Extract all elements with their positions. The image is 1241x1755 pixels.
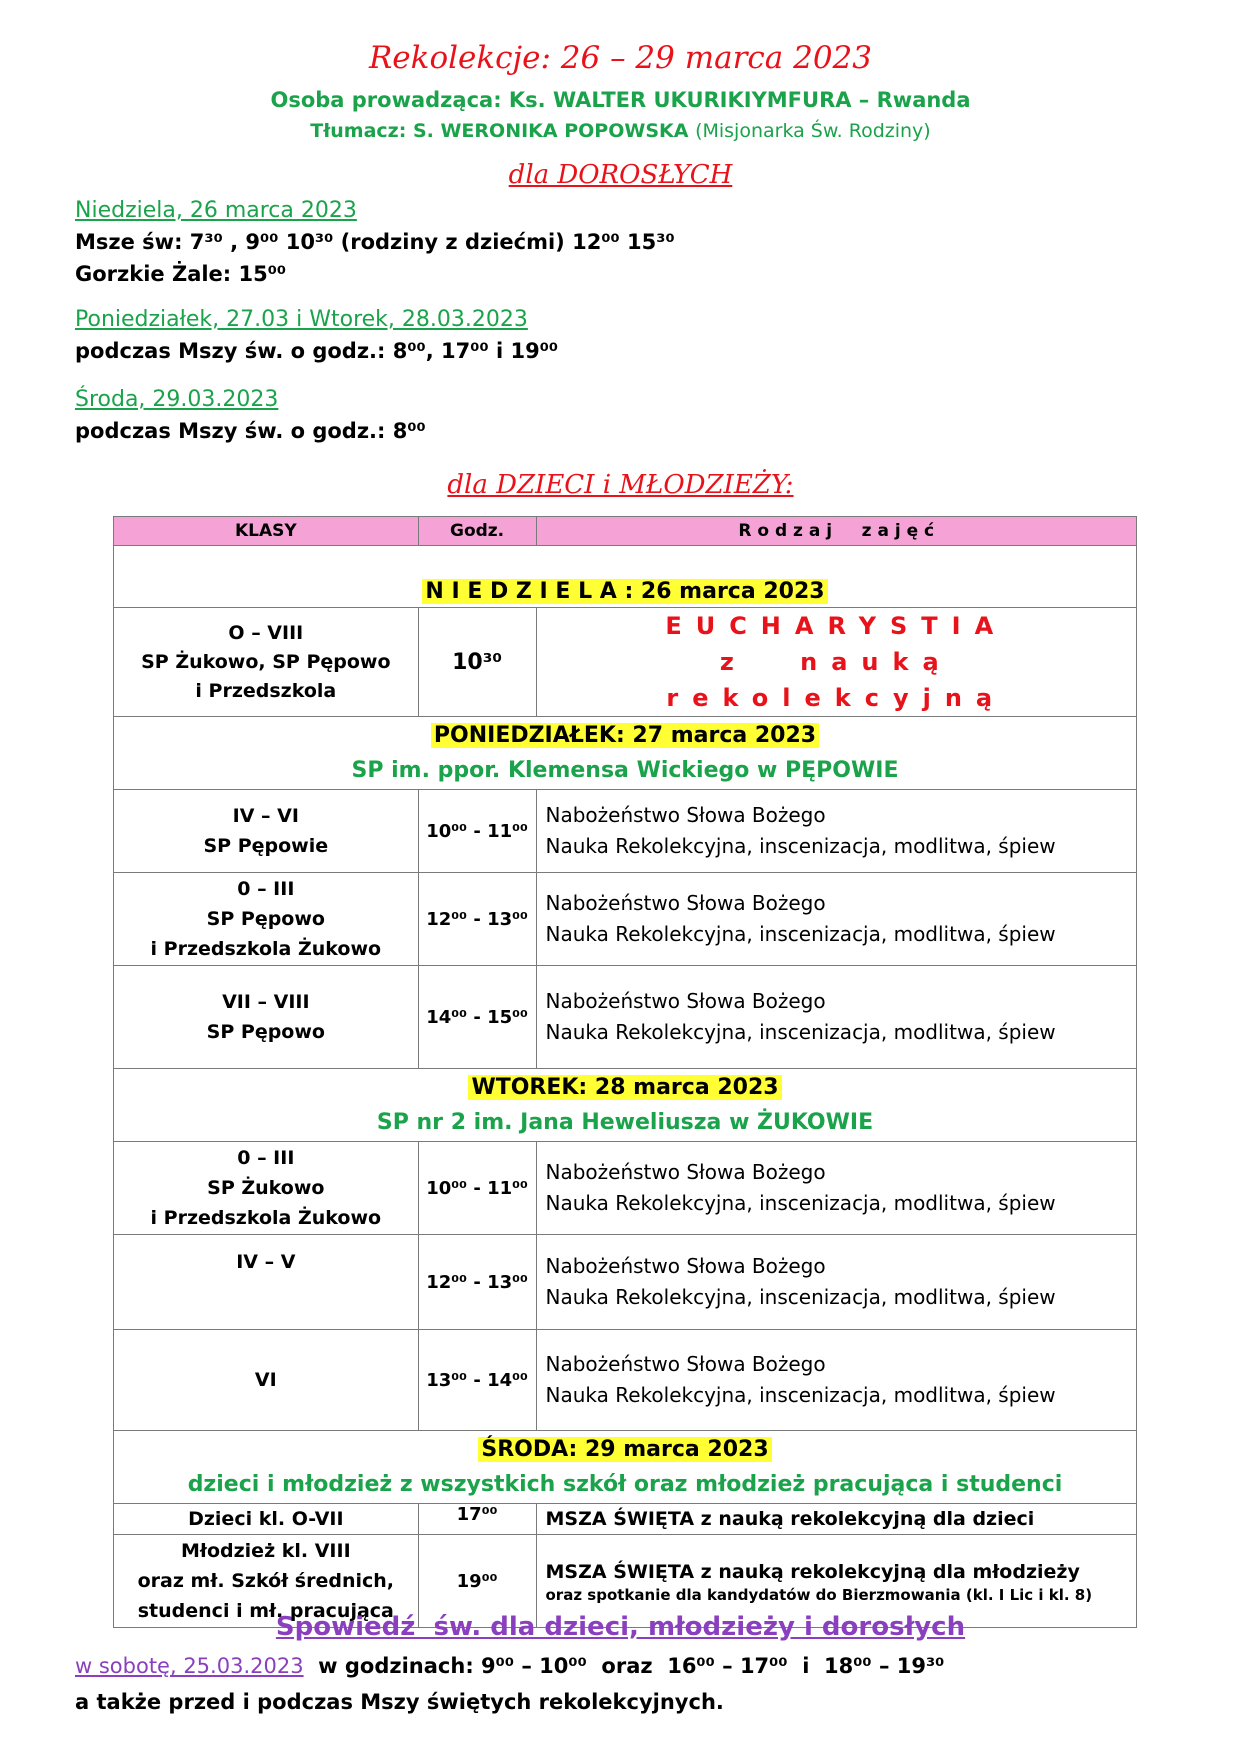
schedule-table: [113, 516, 1137, 1628]
wednesday-day-row: [114, 1431, 1137, 1504]
godz-cell: 12⁰⁰ - 13⁰⁰: [418, 873, 536, 966]
gorzkie-zale: Gorzkie Żale: 15⁰⁰: [75, 262, 287, 286]
table-header: [114, 517, 1137, 546]
wednesday-day: ŚRODA: 29 marca 2023: [478, 1437, 771, 1462]
col-rodzaj: R o d z a j z a j ę ć: [536, 517, 1137, 546]
monday-school: SP im. ppor. Klemensa Wickiego w PĘPOWIE: [351, 757, 899, 783]
confession-hours: [75, 1654, 944, 1678]
wed-row1-godz: 17⁰⁰: [418, 1504, 536, 1535]
table-row: [114, 1504, 1137, 1535]
table-row: [114, 1235, 1137, 1330]
leader-line: Osoba prowadząca: Ks. WALTER UKURIKIYMFURA – Rwanda: [270, 88, 971, 112]
sunday-klasa: [114, 608, 419, 717]
godz-cell: 10⁰⁰ - 11⁰⁰: [418, 1142, 536, 1235]
col-godz: Godz.: [418, 517, 536, 546]
activity-line: Nabożeństwo Słowa Bożego: [545, 1352, 826, 1376]
activity-line: Nauka Rekolekcyjna, inscenizacja, modlitwa, śpiew: [545, 1191, 1056, 1215]
klasa-line: SP Żukowo, SP Pępowo: [141, 650, 391, 673]
confession-also: a także przed i podczas Mszy świętych rekolekcyjnych.: [75, 1690, 724, 1714]
tuesday-day: WTOREK: 28 marca 2023: [468, 1075, 781, 1100]
klasa-line: SP Żukowo: [207, 1177, 325, 1199]
table-row: [114, 1142, 1137, 1235]
activity-cell: [536, 966, 1137, 1069]
klasa-line: SP Pępowo: [206, 908, 325, 930]
col-klasy: KLASY: [114, 517, 419, 546]
sunday-masses: Msze św: 7³⁰ , 9⁰⁰ 10³⁰ (rodziny z dziećmi) 12⁰⁰ 15³⁰: [75, 230, 675, 254]
wednesday-school: dzieci i młodzież z wszystkich szkół oraz młodzież pracująca i studenci: [187, 1471, 1063, 1497]
adults-mon-tue: [75, 305, 558, 367]
klasa-line: 0 – III: [237, 1147, 295, 1169]
klasa-line: SP Pępowo: [206, 1021, 325, 1043]
translator-name: Tłumacz: S. WERONIKA POPOWSKA: [310, 120, 689, 142]
table-row: [114, 873, 1137, 966]
activity-line: Nabożeństwo Słowa Bożego: [545, 1254, 826, 1278]
activity-line: Nauka Rekolekcyjna, inscenizacja, modlitwa, śpiew: [545, 1020, 1056, 1044]
activity-cell: [536, 1142, 1137, 1235]
klasa-line: studenci i mł. pracująca: [137, 1600, 394, 1622]
wed-text: podczas Mszy św. o godz.: 8⁰⁰: [75, 419, 426, 443]
confession-time: w godzinach: 9⁰⁰ – 10⁰⁰ oraz 16⁰⁰ – 17⁰⁰ i 18⁰⁰ – 19³⁰: [303, 1654, 945, 1678]
adults-heading: dla DOROSŁYCH: [508, 160, 733, 190]
sunday-day-row: [114, 546, 1137, 608]
klasa-line: i Przedszkola Żukowo: [150, 938, 382, 960]
klasa-line: i Przedszkola: [195, 679, 337, 702]
mon-tue-text: podczas Mszy św. o godz.: 8⁰⁰, 17⁰⁰ i 19⁰⁰: [75, 339, 559, 363]
godz-cell: 10⁰⁰ - 11⁰⁰: [418, 790, 536, 873]
monday-day-row: [114, 717, 1137, 790]
sunday-day: N I E D Z I E L A : 26 marca 2023: [422, 579, 827, 604]
klasa-line: oraz mł. Szkół średnich,: [137, 1570, 395, 1592]
klasa-line: VI: [254, 1369, 277, 1391]
table-row: [114, 966, 1137, 1069]
wed-row2-text: MSZA ŚWIĘTA z nauką rekolekcyjną dla młodzieży: [545, 1561, 1080, 1583]
activity-line: Nauka Rekolekcyjna, inscenizacja, modlitwa, śpiew: [545, 922, 1056, 946]
table-row: [114, 790, 1137, 873]
confession-heading: Spowiedź św. dla dzieci, młodzieży i dorosłych: [275, 1612, 966, 1642]
activity-cell: [536, 1235, 1137, 1330]
table-row: [114, 1330, 1137, 1431]
wed-row2-note: oraz spotkanie dla kandydatów do Bierzmowania (kl. I Lic i kl. 8): [545, 1586, 1093, 1604]
sunday-godz: 10³⁰: [418, 608, 536, 717]
children-heading: dla DZIECI i MŁODZIEŻY:: [447, 470, 794, 500]
activity-line: Nabożeństwo Słowa Bożego: [545, 1160, 826, 1184]
wed-row1-klasa: Dzieci kl. O-VII: [114, 1504, 419, 1535]
adults-sunday: [75, 196, 675, 290]
page-title: Rekolekcje: 26 – 29 marca 2023: [368, 40, 873, 76]
klasa-line: IV – VI: [232, 805, 299, 827]
activity-cell: [536, 873, 1137, 966]
adults-wed: [75, 385, 426, 447]
eucharystia-title: EUCHARYSTIA: [665, 612, 1008, 640]
monday-day: PONIEDZIAŁEK: 27 marca 2023: [431, 723, 819, 748]
activity-line: Nauka Rekolekcyjna, inscenizacja, modlitwa, śpiew: [545, 1285, 1056, 1309]
sunday-label: Niedziela, 26 marca 2023: [75, 198, 357, 223]
eucharystia-sub: z nauką rekolekcyjną: [666, 648, 1007, 712]
wed-label: Środa, 29.03.2023: [75, 387, 279, 412]
klasa-line: O – VIII: [228, 621, 304, 644]
klasa-line: 0 – III: [237, 878, 295, 900]
godz-cell: 13⁰⁰ - 14⁰⁰: [418, 1330, 536, 1431]
activity-line: Nabożeństwo Słowa Bożego: [545, 803, 826, 827]
activity-cell: [536, 790, 1137, 873]
klasa-line: Młodzież kl. VIII: [181, 1540, 351, 1562]
sunday-row: [114, 608, 1137, 717]
activity-cell: [536, 1330, 1137, 1431]
klasa-line: IV – V: [236, 1251, 296, 1273]
translator-note: (Misjonarka Św. Rodziny): [695, 120, 931, 142]
activity-line: Nabożeństwo Słowa Bożego: [545, 891, 826, 915]
wed-row2-godz: 19⁰⁰: [418, 1535, 536, 1628]
godz-cell: 12⁰⁰ - 13⁰⁰: [418, 1235, 536, 1330]
confession-date: w sobotę, 25.03.2023: [75, 1654, 304, 1678]
wed-row1-text: MSZA ŚWIĘTA z nauką rekolekcyjną dla dzieci: [536, 1504, 1137, 1535]
activity-line: Nauka Rekolekcyjna, inscenizacja, modlitwa, śpiew: [545, 1383, 1056, 1407]
godz-cell: 14⁰⁰ - 15⁰⁰: [418, 966, 536, 1069]
translator-line: [0, 120, 1241, 142]
mon-tue-label: Poniedziałek, 27.03 i Wtorek, 28.03.2023: [75, 307, 528, 332]
tuesday-school: SP nr 2 im. Jana Heweliusza w ŻUKOWIE: [376, 1109, 874, 1135]
activity-line: Nauka Rekolekcyjna, inscenizacja, modlitwa, śpiew: [545, 834, 1056, 858]
klasa-line: i Przedszkola Żukowo: [150, 1207, 382, 1229]
klasa-line: VII – VIII: [222, 991, 310, 1013]
klasa-line: SP Pępowie: [203, 835, 329, 857]
activity-line: Nabożeństwo Słowa Bożego: [545, 989, 826, 1013]
tuesday-day-row: [114, 1069, 1137, 1142]
eucharystia-cell: [536, 608, 1137, 717]
